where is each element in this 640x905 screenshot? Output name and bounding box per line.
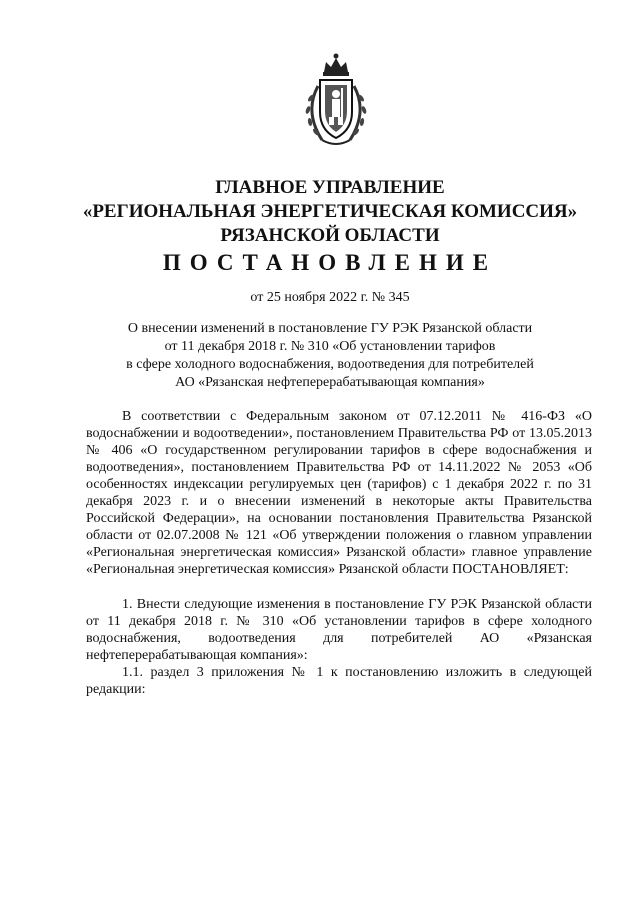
org-line: РЯЗАНСКОЙ ОБЛАСТИ — [220, 225, 440, 246]
org-line: ГЛАВНОЕ УПРАВЛЕНИЕ — [215, 177, 445, 198]
coat-of-arms-icon — [296, 52, 376, 152]
document-type: ПОСТАНОВЛЕНИЕ — [162, 250, 498, 275]
document-body — [86, 408, 592, 698]
subject-line: О внесении изменений в постановление ГУ РЭК Рязанской области — [127, 321, 533, 336]
subject-line: от 11 декабря 2018 г. № 310 «Об установлении тарифов — [164, 339, 496, 354]
clause-paragraph: 1.1. раздел 3 приложения № 1 к постановлению изложить в следующей редакции: — [86, 665, 592, 697]
organization-name — [40, 176, 620, 248]
subject-line: АО «Рязанская нефтеперерабатывающая компания» — [175, 375, 485, 390]
preamble-paragraph: В соответствии с Федеральным законом от 07.12.2011 № 416-ФЗ «О водоснабжении и водоотведении», постановлением Правительства РФ от 13.05.2013 № 406 «О государственном регулировании тарифов в сфере водоснабжения и водоотведения», постановлением Правительства РФ от 14.11.2022 № 2053 «Об особенностях индексации регулируемых цен (тарифов) с 1 декабря 2022 г. по 31 декабря 2023 г. и о внесении изменений в некоторые акты Правительства Российской Федерации», на основании постановления Правительства Рязанской области от 02.07.2008 № 121 «Об утверждении положения о главном управлении «Региональная энергетическая комиссия» Рязанской области» главное управление «Региональная энергетическая комиссия» Рязанской области ПОСТАНОВЛЯЕТ: — [86, 409, 592, 577]
document-date-number: от 25 ноября 2022 г. № 345 — [250, 290, 410, 305]
document-subject — [100, 320, 560, 392]
org-line: «РЕГИОНАЛЬНАЯ ЭНЕРГЕТИЧЕСКАЯ КОМИССИЯ» — [82, 201, 578, 222]
clause-paragraph: 1. Внести следующие изменения в постановление ГУ РЭК Рязанской области от 11 декабря 2018 г. № 310 «Об установлении тарифов в сфере холодного водоснабжения, водоотведения для потребителей АО «Рязанская нефтеперерабатывающая компания»: — [86, 597, 592, 663]
subject-line: в сфере холодного водоснабжения, водоотведения для потребителей — [126, 357, 534, 372]
